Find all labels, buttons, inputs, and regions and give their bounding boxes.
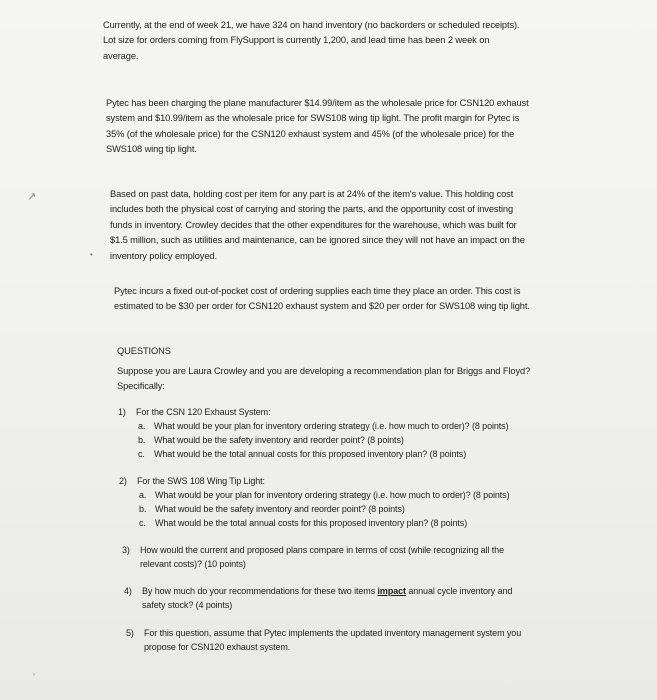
- paragraph-scenario: Suppose you are Laura Crowley and you are developing a recommendation plan for Briggs and Floyd? Specifically:: [117, 366, 531, 392]
- question-5-line-1: For this question, assume that Pytec implements the updated inventory management system you: [144, 628, 522, 638]
- question-5-number: 5): [126, 628, 134, 638]
- paragraph-ordering-cost: Pytec incurs a fixed out-of-pocket cost of ordering supplies each time they place an order. This cost is estimated to be $30 per order for CSN120 exhaust system and $20 per order for SWS108 wing tip light.: [114, 286, 530, 312]
- question-1b-letter: b.: [138, 435, 146, 445]
- question-4: [124, 584, 512, 612]
- question-2c-text: What would be the total annual costs for this proposed inventory plan? (8 points): [155, 518, 468, 528]
- question-5: [126, 626, 521, 654]
- question-2-title: For the SWS 108 Wing Tip Light:: [137, 476, 265, 486]
- question-1-number: 1): [118, 407, 126, 417]
- question-1b-text: What would be the safety inventory and reorder point? (8 points): [154, 435, 404, 445]
- corner-mark-icon: ’: [33, 672, 35, 682]
- margin-mark-icon: ↗: [27, 191, 37, 203]
- question-2-number: 2): [119, 476, 127, 486]
- question-5-line-2: propose for CSN120 exhaust system.: [144, 642, 291, 652]
- question-4-number: 4): [124, 586, 132, 596]
- question-3-number: 3): [122, 545, 130, 555]
- question-3: [122, 543, 504, 571]
- margin-dot-icon: •: [90, 250, 93, 259]
- question-1-title: For the CSN 120 Exhaust System:: [136, 407, 271, 417]
- questions-heading: QUESTIONS: [117, 346, 171, 356]
- question-1: [118, 405, 508, 461]
- question-2b-letter: b.: [139, 504, 147, 514]
- paragraph-inventory-status: Currently, at the end of week 21, we have 324 on hand inventory (no backorders or scheduled receipts). Lot size for orders coming from FlySupport is currently 1,200, and lead time has been 2 week on average.: [103, 20, 520, 61]
- question-1a-letter: a.: [138, 421, 146, 431]
- question-4-emphasis: impact: [377, 586, 406, 596]
- question-1c-letter: c.: [138, 449, 145, 459]
- paragraph-pricing: Pytec has been charging the plane manufacturer $14.99/item as the wholesale price for CSN120 exhaust system and $10.99/item as the wholesale price for SWS108 wing tip light. The profit margin for Pytec is 35% (of the wholesale price) for the CSN120 exhaust system and 45% (of the wholesale price) for the SWS108 wing tip light.: [106, 98, 529, 155]
- paragraph-holding-cost: Based on past data, holding cost per item for any part is at 24% of the item's value. This holding cost includes both the physical cost of carrying and storing the parts, and the opportunity cost of investing funds in inventory. Crowley decides that the other expenditures for the warehouse, which was built for $1.5 million, such as utilities and maintenance, can be ignored since they will not have an impact on the inventory policy employed.: [110, 189, 525, 261]
- question-2a-letter: a.: [139, 490, 147, 500]
- question-2: [119, 474, 509, 530]
- question-3-line-2: relevant costs)? (10 points): [140, 559, 246, 569]
- question-2b-text: What would be the safety inventory and reorder point? (8 points): [155, 504, 405, 514]
- question-4-line-2: safety stock? (4 points): [142, 600, 233, 610]
- question-2c-letter: c.: [139, 518, 146, 528]
- question-1a-text: What would be your plan for inventory ordering strategy (i.e. how much to order)? (8 points): [154, 421, 509, 431]
- question-2a-text: What would be your plan for inventory ordering strategy (i.e. how much to order)? (8 points): [155, 490, 510, 500]
- question-4-line-1-start: By how much do your recommendations for these two items: [142, 586, 378, 596]
- question-4-line-1-end: annual cycle inventory and: [405, 586, 513, 596]
- question-1c-text: What would be the total annual costs for this proposed inventory plan? (8 points): [154, 449, 467, 459]
- question-3-line-1: How would the current and proposed plans compare in terms of cost (while recognizing all the: [140, 545, 504, 555]
